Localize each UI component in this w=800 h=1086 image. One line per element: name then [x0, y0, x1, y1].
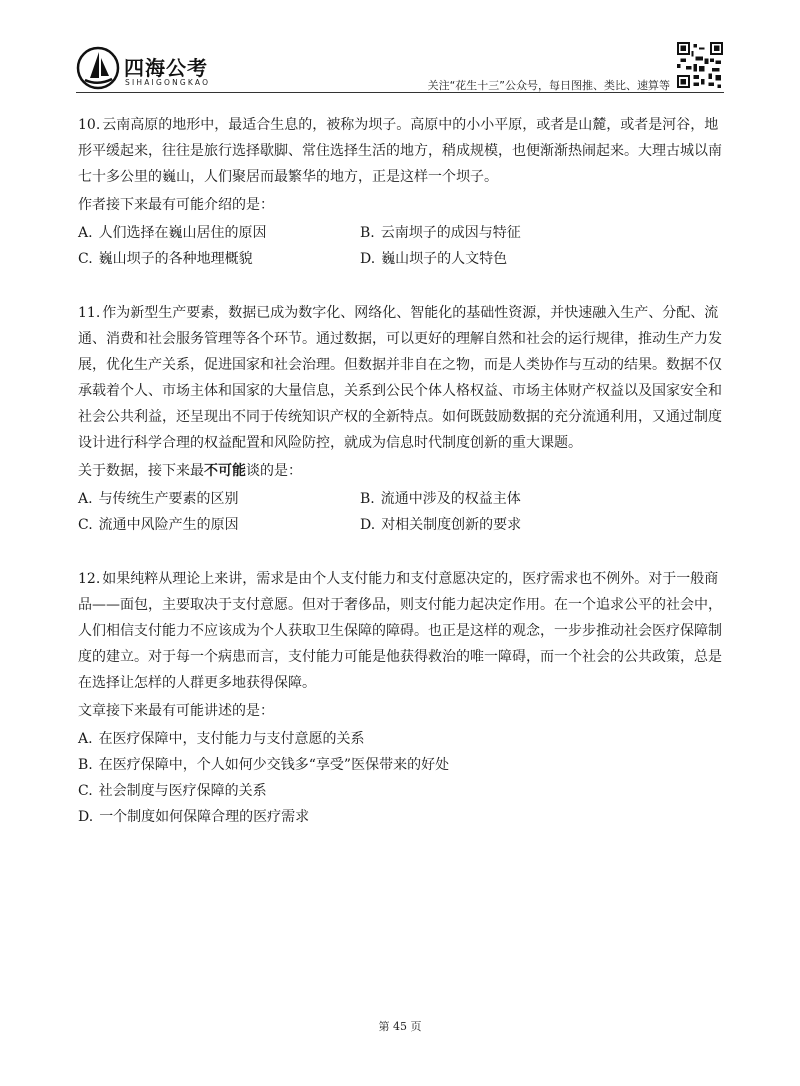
answer-options — [78, 220, 726, 272]
option-a[interactable] — [78, 220, 360, 246]
option-key: D. — [360, 517, 376, 533]
option-text: 流通中风险产生的原因 — [98, 517, 239, 533]
option-key: A. — [78, 491, 93, 507]
option-key: D. — [78, 809, 94, 825]
question-prompt: 作者接下来最有可能介绍的是： — [78, 197, 274, 213]
sailboat-logo-icon — [76, 46, 120, 90]
question-text: 如果纯粹从理论上来讲，需求是由个人支付能力和支付意愿决定的，医疗需求也不例外。对于一般商品——面包，主要取决于支付意愿。但对于奢侈品，则支付能力起决定作用。在一个追求公平的社会中，人们相信支付能力不应该成为个人获取卫生保障的障碍。也正是这样的观念，一步步推动社会医疗保障制度的建立。对于每一个病患而言，支付能力可能是他获得救治的唯一障碍，而一个社会的公共政策，总是在选择让怎样的人群更多地获得保障。 — [78, 571, 722, 691]
option-a[interactable] — [78, 486, 360, 512]
option-d[interactable] — [360, 512, 642, 538]
question-prompt — [78, 458, 726, 484]
question-text: 云南高原的地形中，最适合生息的，被称为坝子。高原中的小小平原，或者是山麓，或者是河谷，地形平缓起来，往往是旅行选择歇脚、常住选择生活的地方，稍成规模，也便渐渐热闹起来。大理古城以南七十多公里的巍山，人们聚居而最繁华的地方，正是这样一个坝子。 — [78, 117, 722, 185]
header-slogan: 关注“花生十三”公众号，每日图推、类比、速算等 — [427, 79, 670, 92]
page-header — [0, 0, 800, 100]
option-key: B. — [360, 491, 375, 507]
prompt-emphasis: 不可能 — [204, 463, 246, 479]
question-12 — [78, 566, 726, 830]
option-text: 云南坝子的成因与特征 — [380, 225, 521, 241]
question-prompt: 文章接下来最有可能讲述的是： — [78, 703, 274, 719]
option-c[interactable] — [78, 778, 726, 804]
option-c[interactable] — [78, 512, 360, 538]
option-a[interactable] — [78, 726, 726, 752]
option-key: B. — [78, 757, 93, 773]
option-text: 与传统生产要素的区别 — [98, 491, 239, 507]
option-text: 流通中涉及的权益主体 — [380, 491, 521, 507]
prompt-text: 谈的是： — [246, 463, 302, 479]
question-list — [78, 112, 726, 858]
question-11 — [78, 300, 726, 538]
brand-name-pinyin: SIHAIGONGKAO — [125, 78, 211, 87]
option-d[interactable] — [360, 246, 642, 272]
option-key: C. — [78, 783, 93, 799]
option-key: A. — [78, 731, 93, 747]
question-text: 作为新型生产要素，数据已成为数字化、网络化、智能化的基础性资源，并快速融入生产、分配、流通、消费和社会服务管理等各个环节。通过数据，可以更好的理解自然和社会的运行规律，推动生产力发展，优化生产关系，促进国家和社会治理。但数据并非自在之物，而是人类协作与互动的结果。数据不仅承载着个人、市场主体和国家的大量信息，关系到公民个体人格权益、市场主体财产权益以及国家安全和社会公共利益，还呈现出不同于传统知识产权的全新特点。如何既鼓励数据的充分流通利用，又通过制度设计进行科学合理的权益配置和风险防控，就成为信息时代制度创新的重大课题。 — [78, 305, 722, 451]
question-number: 10. — [78, 117, 101, 133]
option-b[interactable] — [360, 486, 642, 512]
qr-code-icon — [677, 42, 723, 88]
option-text: 人们选择在巍山居住的原因 — [98, 225, 267, 241]
option-text: 一个制度如何保障合理的医疗需求 — [99, 809, 310, 825]
option-b[interactable] — [78, 752, 726, 778]
option-key: C. — [78, 517, 93, 533]
option-d[interactable] — [78, 804, 726, 830]
option-key: D. — [360, 251, 376, 267]
question-stem — [78, 300, 726, 456]
option-text: 巍山坝子的人文特色 — [381, 251, 508, 267]
question-stem — [78, 112, 726, 190]
question-10 — [78, 112, 726, 272]
question-number: 11. — [78, 305, 101, 321]
brand-name: 四海公考 — [124, 56, 208, 80]
option-text: 巍山坝子的各种地理概貌 — [98, 251, 253, 267]
option-c[interactable] — [78, 246, 360, 272]
option-text: 对相关制度创新的要求 — [381, 517, 522, 533]
option-key: B. — [360, 225, 375, 241]
option-key: C. — [78, 251, 93, 267]
question-number: 12. — [78, 571, 101, 587]
answer-options — [78, 726, 726, 830]
page-number: 第 45 页 — [378, 1020, 422, 1033]
option-text: 社会制度与医疗保障的关系 — [98, 783, 267, 799]
prompt-text: 关于数据，接下来最 — [78, 463, 204, 479]
question-stem — [78, 566, 726, 696]
option-key: A. — [78, 225, 93, 241]
answer-options — [78, 486, 726, 538]
option-text: 在医疗保障中，个人如何少交钱多“享受”医保带来的好处 — [98, 757, 450, 773]
option-text: 在医疗保障中，支付能力与支付意愿的关系 — [98, 731, 365, 747]
option-b[interactable] — [360, 220, 642, 246]
header-divider — [76, 92, 724, 93]
